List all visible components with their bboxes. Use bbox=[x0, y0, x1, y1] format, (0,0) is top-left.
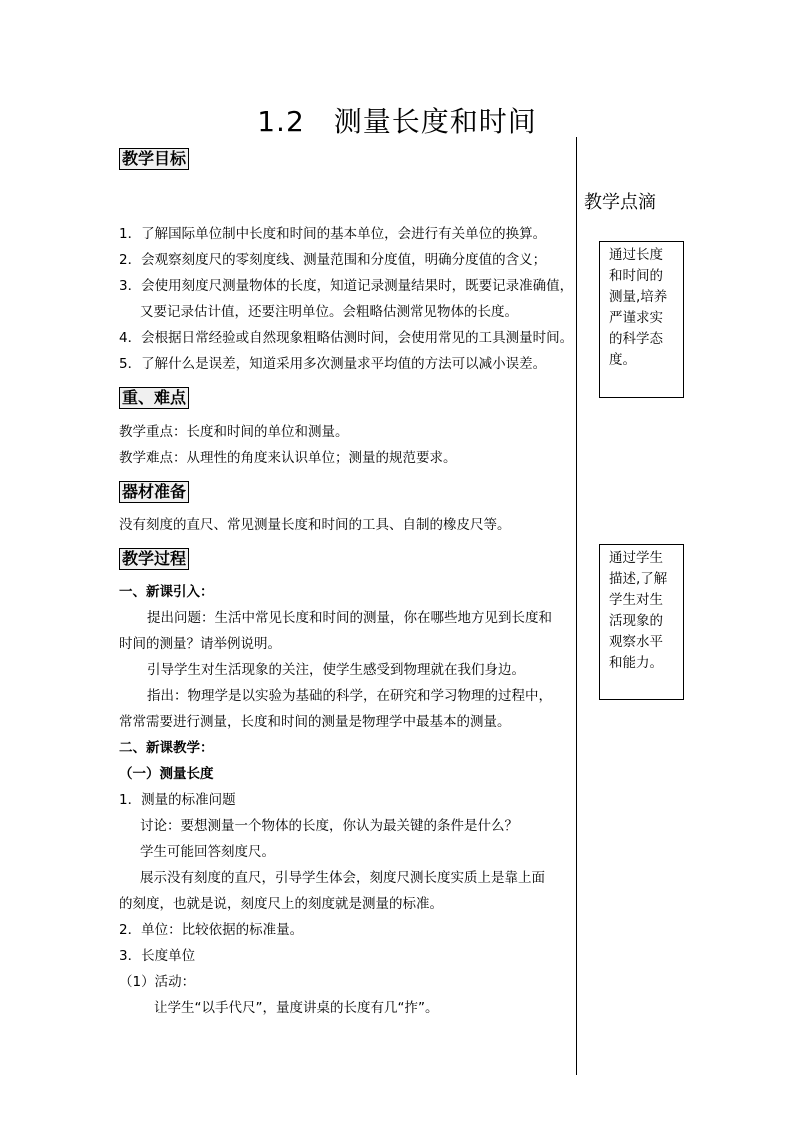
side-note-line: 的科学态 bbox=[609, 331, 663, 347]
column-divider bbox=[576, 137, 577, 1075]
side-note-line: 度。 bbox=[609, 352, 636, 368]
goal-item: 2．会观察刻度尺的零刻度线、测量范围和分度值，明确分度值的含义； bbox=[119, 252, 547, 268]
side-note-line: 通过长度 bbox=[609, 247, 663, 263]
paragraph-line: 引导学生对生活现象的关注，使学生感受到物理就在我们身边。 bbox=[147, 662, 525, 678]
paragraph-line: 的刻度，也就是说，刻度尺上的刻度就是测量的标准。 bbox=[119, 896, 443, 912]
section-heading-process: 教学过程 bbox=[119, 548, 189, 570]
section-heading-goals: 教学目标 bbox=[119, 148, 189, 170]
paragraph-line: 讨论：要想测量一个物体的长度，你认为最关键的条件是什么？ bbox=[140, 818, 518, 834]
activity-label: （1）活动： bbox=[119, 974, 196, 990]
list-item: 2．单位：比较依据的标准量。 bbox=[119, 922, 304, 938]
list-item: 1．测量的标准问题 bbox=[119, 792, 236, 808]
goal-item-continued: 又要记录估计值，还要注明单位。会粗略估测常见物体的长度。 bbox=[140, 304, 518, 320]
subsection-heading: （一）测量长度 bbox=[119, 766, 214, 782]
side-note-line: 活现象的 bbox=[609, 613, 663, 629]
side-note-line: 测量,培养 bbox=[609, 289, 668, 305]
side-note-line: 学生对生 bbox=[609, 592, 663, 608]
section-heading-equipment: 器材准备 bbox=[119, 481, 189, 503]
side-note-2 bbox=[599, 544, 684, 700]
list-item: 3．长度单位 bbox=[119, 948, 196, 964]
activity-text: 让学生“以手代尺”，量度讲桌的长度有几“拃”。 bbox=[154, 1000, 439, 1016]
paragraph-line: 展示没有刻度的直尺，引导学生体会，刻度尺测长度实质上是靠上面 bbox=[140, 870, 545, 886]
goal-item: 5．了解什么是误差，知道采用多次测量求平均值的方法可以减小误差。 bbox=[119, 356, 547, 372]
intro-heading: 一、新课引入： bbox=[119, 584, 214, 600]
paragraph-line: 提出问题：生活中常见长度和时间的测量，你在哪些地方见到长度和 bbox=[147, 610, 552, 626]
side-note-line: 和时间的 bbox=[609, 268, 663, 284]
side-note-line: 严谨求实 bbox=[609, 310, 663, 326]
hard-point: 教学难点：从理性的角度来认识单位；测量的规范要求。 bbox=[119, 450, 457, 466]
key-point: 教学重点：长度和时间的单位和测量。 bbox=[119, 424, 349, 440]
section-heading-difficulty: 重、难点 bbox=[119, 387, 189, 409]
side-note-1 bbox=[599, 241, 684, 398]
goal-item: 1．了解国际单位制中长度和时间的基本单位，会进行有关单位的换算。 bbox=[119, 226, 547, 242]
side-note-line: 描述,了解 bbox=[609, 571, 668, 587]
side-note-line: 通过学生 bbox=[609, 550, 663, 566]
new-lesson-heading: 二、新课教学： bbox=[119, 740, 214, 756]
paragraph-line: 指出：物理学是以实验为基础的科学，在研究和学习物理的过程中， bbox=[147, 688, 552, 704]
side-heading: 教学点滴 bbox=[584, 192, 656, 213]
goal-item: 4．会根据日常经验或自然现象粗略估测时间，会使用常见的工具测量时间。 bbox=[119, 330, 574, 346]
side-note-line: 观察水平 bbox=[609, 634, 663, 650]
paragraph-line: 常常需要进行测量，长度和时间的测量是物理学中最基本的测量。 bbox=[119, 714, 511, 730]
paragraph-line: 学生可能回答刻度尺。 bbox=[140, 844, 275, 860]
paragraph-line: 时间的测量？请举例说明。 bbox=[119, 636, 281, 652]
page-title: 1.2 测量长度和时间 bbox=[257, 105, 537, 138]
side-note-line: 和能力。 bbox=[609, 655, 663, 671]
goal-item: 3．会使用刻度尺测量物体的长度，知道记录测量结果时，既要记录准确值， bbox=[119, 278, 574, 294]
equipment-text: 没有刻度的直尺、常见测量长度和时间的工具、自制的橡皮尺等。 bbox=[119, 517, 511, 533]
